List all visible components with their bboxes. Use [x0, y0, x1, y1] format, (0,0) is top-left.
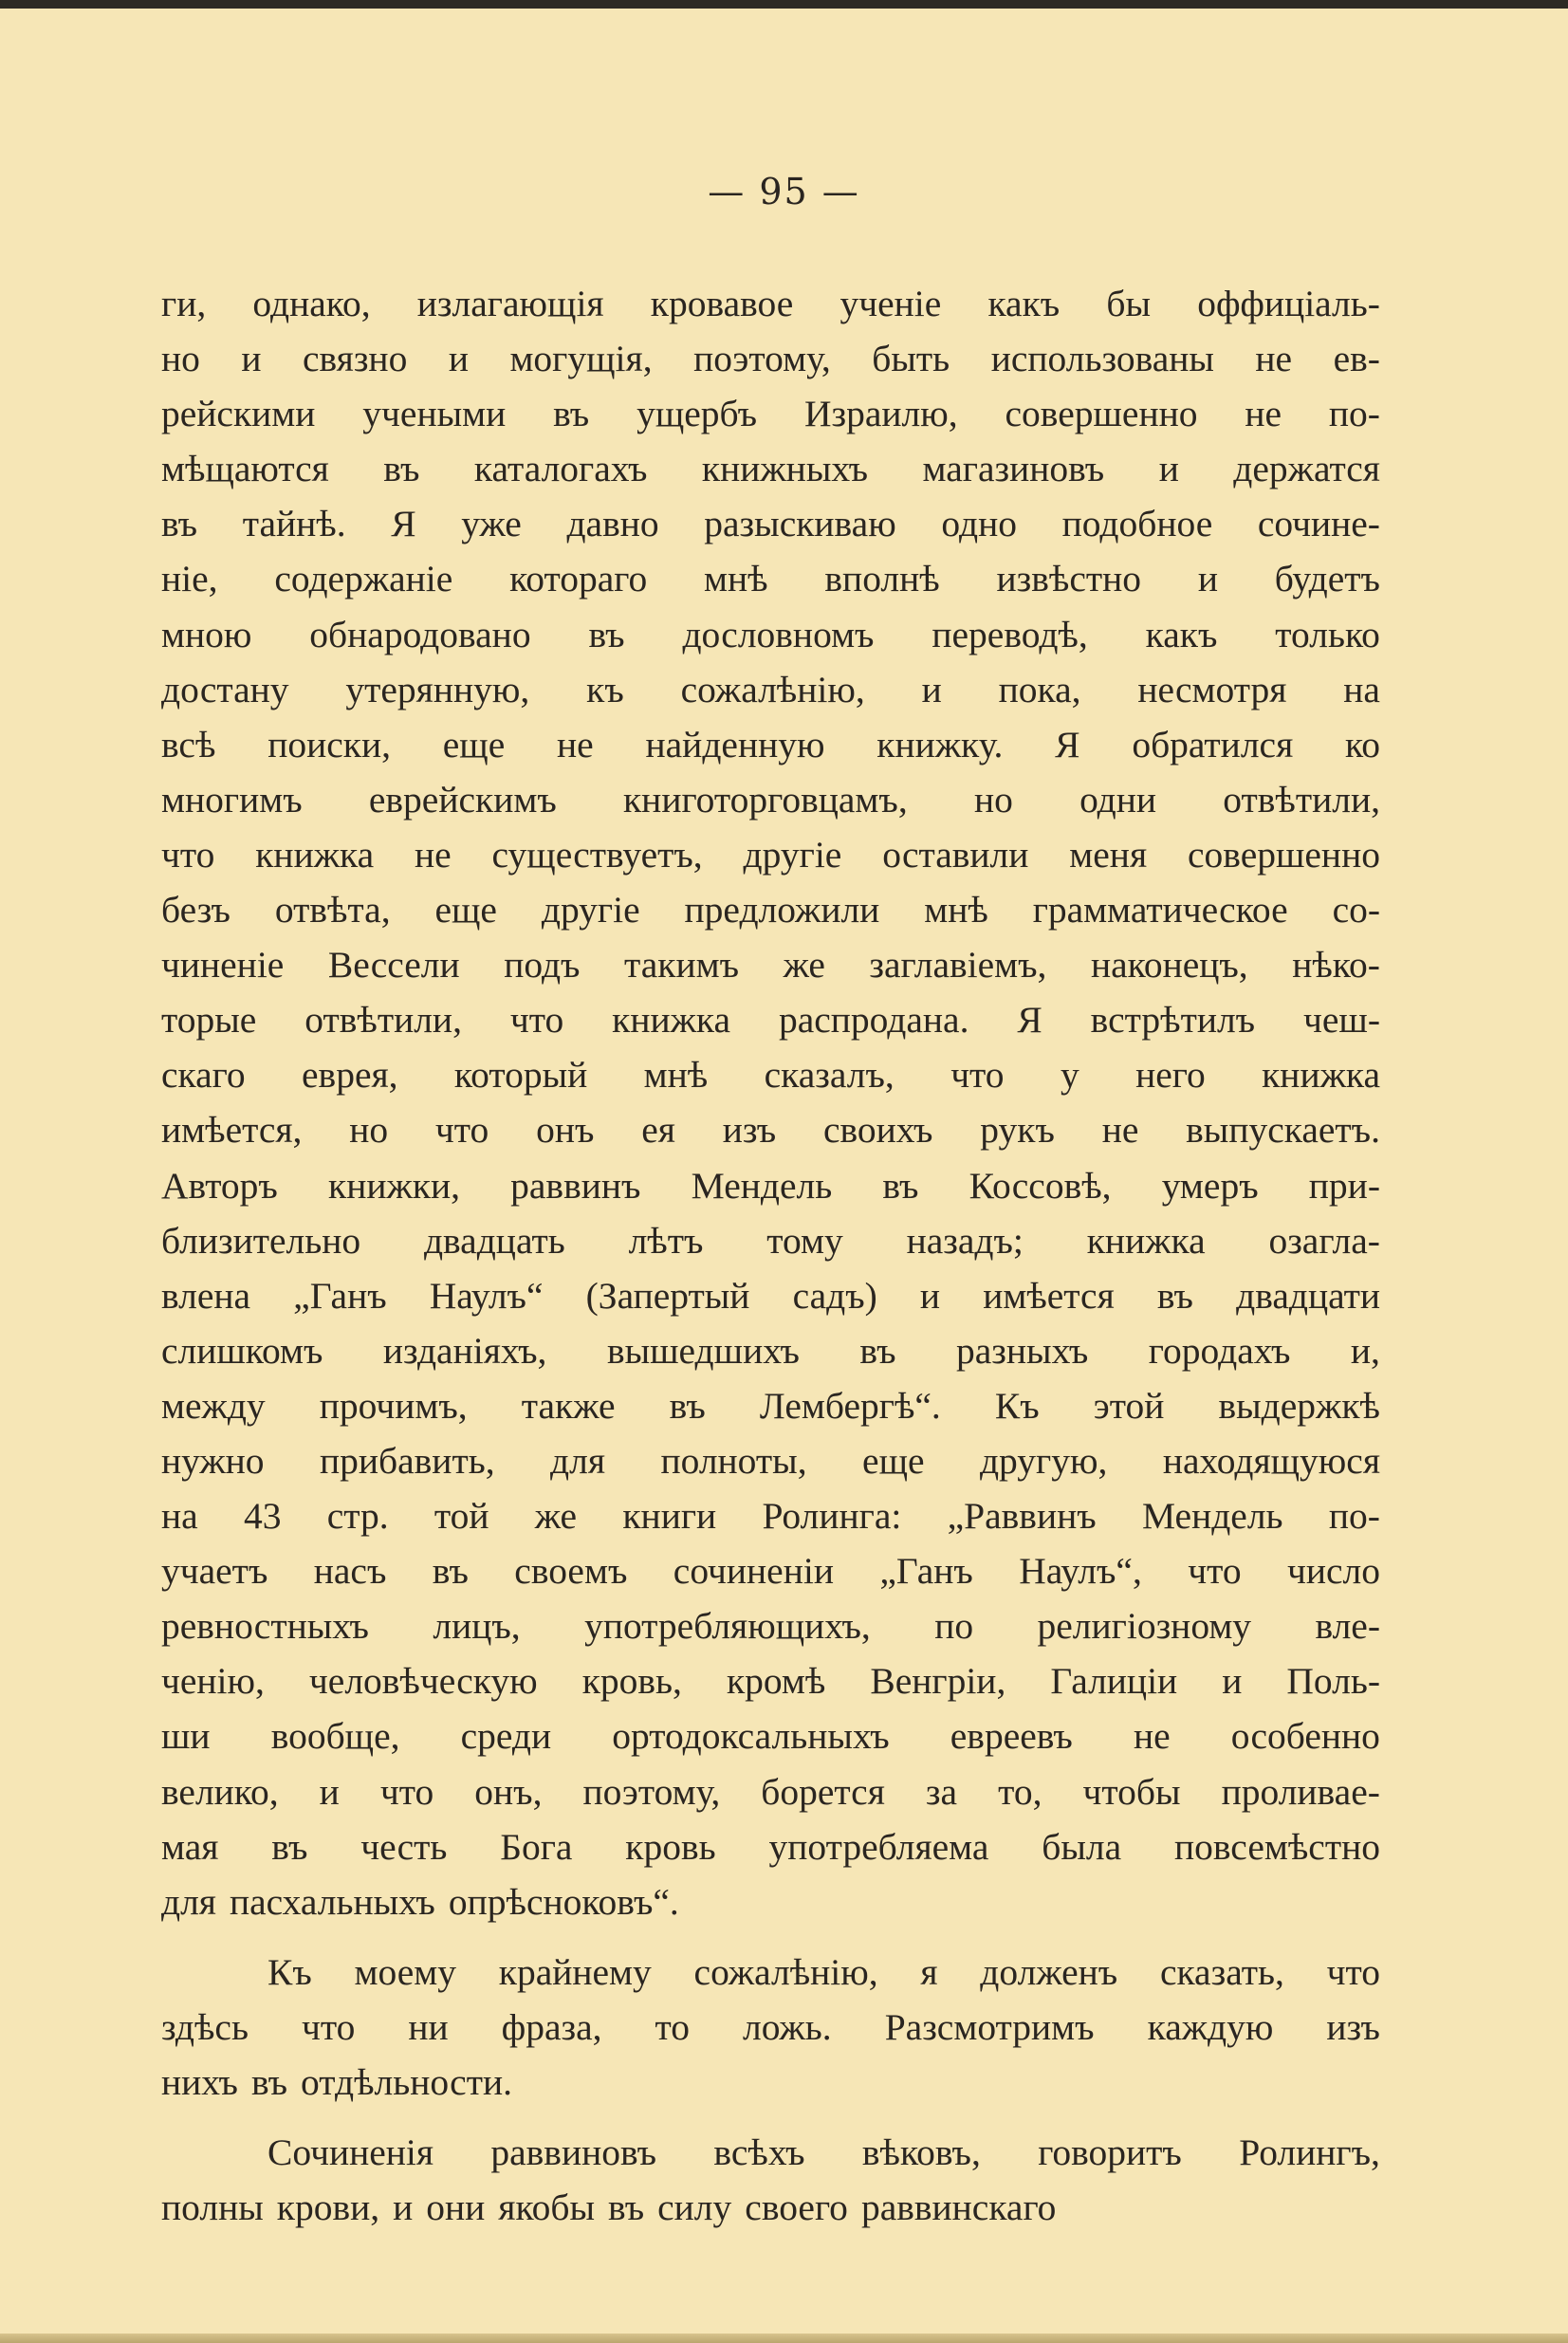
text-line: для пасхальныхъ опрѣсноковъ“.	[161, 1880, 679, 1923]
text-line: мѣщаются въ каталогахъ книжныхъ магазиновъ и держатся	[161, 448, 1380, 490]
paragraph	[161, 1945, 1380, 2110]
text-line: слишкомъ изданіяхъ, вышедшихъ въ разныхъ городахъ и,	[161, 1329, 1380, 1372]
text-line: ги, однако, излагающія кровавое ученіе какъ бы оффиціаль-	[161, 283, 1380, 324]
text-line: мною обнародовано въ дословномъ переводѣ, какъ только	[161, 613, 1380, 655]
text-line: между прочимъ, также въ Лембергѣ“. Къ этой выдержкѣ	[161, 1384, 1380, 1427]
text-line: ніе, содержаніе котораго мнѣ вполнѣ извѣстно и будетъ	[161, 558, 1380, 600]
text-line: безъ отвѣта, еще другіе предложили мнѣ грамматическое со-	[161, 889, 1380, 932]
text-line: полны крови, и они якобы въ силу своего раввинскаго	[161, 2186, 1057, 2229]
text-line: имѣется, но что онъ ея изъ своихъ рукъ не выпускаетъ.	[161, 1109, 1380, 1152]
body-text	[161, 276, 1380, 2235]
text-line: ченію, человѣческую кровь, кромѣ Венгріи, Галиціи и Поль-	[161, 1660, 1380, 1703]
text-line: многимъ еврейскимъ книготорговцамъ, но одни отвѣтили,	[161, 778, 1380, 821]
page-bottom-edge	[0, 2334, 1568, 2343]
text-line: Авторъ книжки, раввинъ Мендель въ Коссовѣ, умеръ при-	[161, 1164, 1380, 1207]
paragraph	[161, 276, 1380, 1929]
text-line: Къ моему крайнему сожалѣнію, я долженъ сказать, что	[267, 1950, 1380, 1993]
text-line: въ тайнѣ. Я уже давно разыскиваю одно подобное сочине-	[161, 503, 1380, 545]
text-line: на 43 стр. той же книги Ролинга: „Раввинъ Мендель по-	[161, 1495, 1380, 1538]
text-line: скаго еврея, который мнѣ сказалъ, что у него книжка	[161, 1054, 1380, 1097]
text-line: здѣсь что ни фраза, то ложь. Разсмотримъ каждую изъ	[161, 2005, 1380, 2048]
text-line: рейскими учеными въ ущербъ Израилю, совершенно не по-	[161, 393, 1380, 435]
text-line: влена „Ганъ Наулъ“ (Запертый садъ) и имѣется въ двадцати	[161, 1274, 1380, 1317]
text-line: Сочиненія раввиновъ всѣхъ вѣковъ, говоритъ Ролингъ,	[267, 2131, 1380, 2174]
text-line: велико, и что онъ, поэтому, борется за то, чтобы проливае-	[161, 1770, 1380, 1813]
text-line: торые отвѣтили, что книжка распродана. Я встрѣтилъ чеш-	[161, 999, 1380, 1042]
text-line: что книжка не существуетъ, другіе оставили меня совершенно	[161, 833, 1380, 876]
text-line: учаетъ насъ въ своемъ сочиненіи „Ганъ Наулъ“, что число	[161, 1550, 1380, 1593]
text-line: чиненіе Вессели подъ такимъ же заглавіемъ, наконецъ, нѣко-	[161, 944, 1380, 987]
text-line: нужно прибавить, для полноты, еще другую, находящуюся	[161, 1439, 1380, 1482]
text-line: мая въ честь Бога кровь употребляема была повсемѣстно	[161, 1825, 1380, 1868]
text-line: ши вообще, среди ортодоксальныхъ евреевъ не особенно	[161, 1715, 1380, 1758]
page-top-edge	[0, 0, 1568, 9]
text-line: всѣ поиски, еще не найденную книжку. Я обратился ко	[161, 723, 1380, 766]
paragraph	[161, 2125, 1380, 2235]
text-line: ревностныхъ лицъ, употребляющихъ, по религіозному вле-	[161, 1605, 1380, 1648]
text-line: близительно двадцать лѣтъ тому назадъ; книжка озагла-	[161, 1219, 1380, 1262]
text-line: нихъ въ отдѣльности.	[161, 2061, 512, 2103]
text-line: но и связно и могущія, поэтому, быть использованы не ев-	[161, 338, 1380, 380]
text-line: достану утерянную, къ сожалѣнію, и пока, несмотря на	[161, 668, 1380, 710]
page-number: — 95 —	[708, 171, 860, 212]
